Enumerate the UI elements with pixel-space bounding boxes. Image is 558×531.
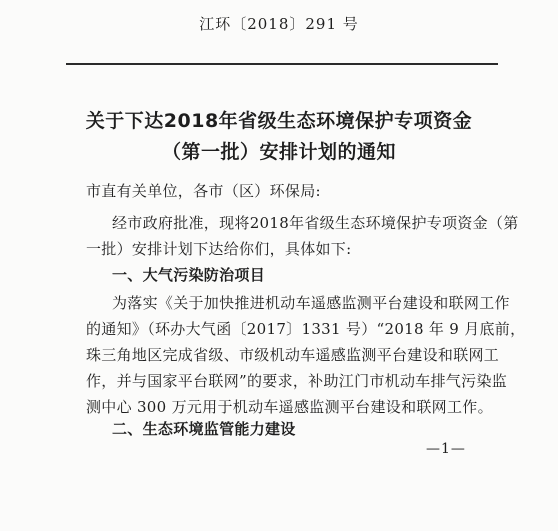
section-1-paragraph-line-4: 作，并与国家平台联网”的要求，补助江门市机动车排气污染监 xyxy=(86,372,508,390)
addressee: 市直有关单位，各市（区）环保局: xyxy=(86,182,321,200)
intro-paragraph-line-1: 经市政府批准，现将2018年省级生态环境保护专项资金（第 xyxy=(112,214,519,232)
section-2-heading: 二、生态环境监管能力建设 xyxy=(112,420,296,438)
section-1-paragraph-line-1: 为落实《关于加快推进机动车遥感监测平台建设和联网工作 xyxy=(112,294,510,312)
document-title-line-1: 关于下达2018年省级生态环境保护专项资金 xyxy=(85,110,473,132)
page-number: —1— xyxy=(426,441,466,457)
section-1-paragraph-line-5: 测中心 300 万元用于机动车遥感监测平台建设和联网工作。 xyxy=(86,398,493,416)
document-number: 江环〔2018〕291 号 xyxy=(199,15,359,33)
document-title-line-2: （第一批）安排计划的通知 xyxy=(161,141,396,163)
section-1-paragraph-line-3: 珠三角地区完成省级、市级机动车遥感监测平台建设和联网工 xyxy=(86,346,500,364)
section-1-paragraph-line-2: 的通知》（环办大气函〔2017〕1331 号）“2018 年 9 月底前， xyxy=(86,320,526,338)
section-1-heading: 一、大气污染防治项目 xyxy=(112,266,266,284)
intro-paragraph-line-2: 一批）安排计划下达给你们，具体如下: xyxy=(86,240,352,258)
header-divider xyxy=(66,63,498,65)
